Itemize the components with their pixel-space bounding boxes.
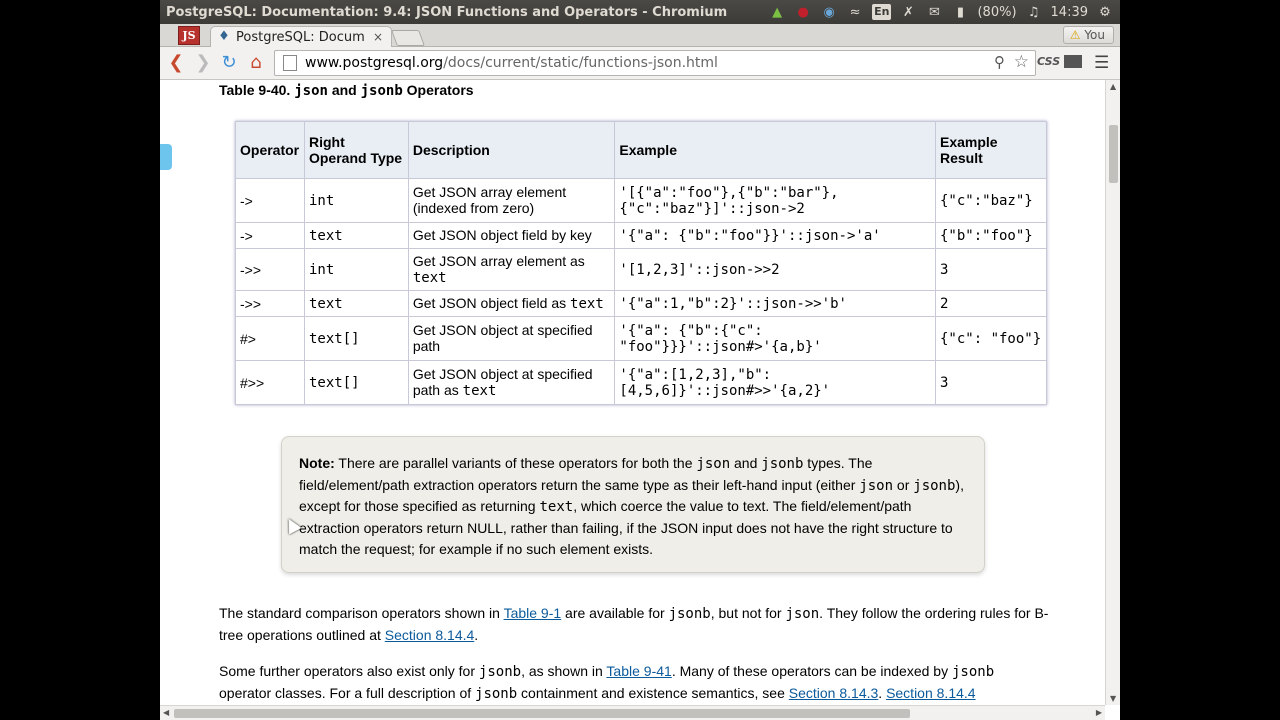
page-content [160, 80, 1105, 705]
table-caption: Table 9-40. json and jsonb Operators [219, 82, 474, 99]
link-table-9-41[interactable]: Table 9-41 [606, 663, 672, 679]
address-bar[interactable] [274, 50, 1036, 76]
type-cell: int [304, 249, 408, 291]
description-cell: Get JSON object field by key [408, 223, 615, 249]
back-icon[interactable]: ❮ [168, 52, 184, 73]
tab-postgresql-docs[interactable] [210, 26, 392, 47]
header-cell: Right Operand Type [304, 122, 408, 179]
home-icon[interactable]: ⌂ [250, 52, 262, 73]
header-cell: Example [615, 122, 936, 179]
result-cell: {"c": "foo"} [936, 317, 1047, 361]
header-cell: Description [408, 122, 615, 179]
scroll-down-icon[interactable]: ▼ [1110, 694, 1117, 703]
menu-icon[interactable]: ☰ [1094, 53, 1110, 73]
zoom-icon[interactable]: ⚲ [994, 53, 1005, 71]
clock[interactable]: 14:39 [1050, 4, 1088, 20]
description-cell: Get JSON array element as text [408, 249, 615, 291]
horizontal-scrollbar[interactable] [160, 705, 1105, 720]
description-cell: Get JSON array element (indexed from zero) [408, 179, 615, 223]
table-row [236, 179, 1047, 223]
battery-icon[interactable]: ▮ [956, 4, 965, 20]
bookmark-star-icon[interactable]: ☆ [1013, 52, 1029, 72]
operator-cell: #> [236, 317, 305, 361]
jsonb-operators-paragraph: Some further operators also exist only for jsonb, as shown in Table 9-41. Many of these operators can be indexed by jsonb operator classes. For a full description of jsonb containment and existence semantics, see Section 8.14.3. Section 8.14.4 [219, 663, 995, 702]
note-label: Note: [299, 455, 335, 471]
mail-extension-icon[interactable] [1064, 55, 1082, 68]
operator-cell: #>> [236, 361, 305, 405]
operator-cell: ->> [236, 291, 305, 317]
horizontal-scroll-thumb[interactable] [174, 709, 910, 718]
comparison-paragraph: The standard comparison operators shown in Table 9-1 are available for jsonb, but not for json. They follow the ordering rules for B-tree operations outlined at Section 8.14.4. [219, 605, 1049, 643]
record-icon[interactable]: ● [797, 4, 809, 20]
operators-table [235, 121, 1047, 405]
link-section-8-14-4[interactable]: Section 8.14.4 [384, 626, 475, 643]
scroll-up-icon[interactable]: ▲ [1110, 82, 1117, 91]
operator-cell: -> [236, 179, 305, 223]
table-row [236, 249, 1047, 291]
header-cell: Example Result [936, 122, 1047, 179]
scroll-right-icon[interactable]: ▶ [1095, 708, 1102, 717]
browser-toolbar [160, 47, 1120, 80]
header-cell: Operator [236, 122, 305, 179]
link-table-9-1[interactable]: Table 9-1 [503, 605, 562, 621]
example-cell: '{"a": {"b":"foo"}}'::json->'a' [615, 223, 936, 249]
type-cell: text[] [304, 361, 408, 405]
warning-icon: ⚠ [1069, 28, 1081, 42]
mail-icon[interactable]: ✉ [929, 4, 940, 20]
battery-percent: (80%) [977, 4, 1017, 20]
reload-icon[interactable]: ↻ [221, 52, 237, 73]
note-box: Note: There are parallel variants of these operators for both the json and jsonb types. The field/element/path extraction operators return the same type as their left-hand input (either json or jsonb), except for those specified as returning text, which coerce the value to text. The field/element/path extraction operators return NULL, rather than failing, if the JSON input does not have the right structure to match the request; for example if no such element exists. [281, 436, 985, 573]
table-row [236, 223, 1047, 249]
result-cell: 3 [936, 249, 1047, 291]
profile-label: You [1084, 28, 1105, 42]
table-row [236, 291, 1047, 317]
type-cell: text[] [304, 317, 408, 361]
example-cell: '[1,2,3]'::json->>2 [615, 249, 936, 291]
table-header-row [236, 122, 1047, 179]
description-cell: Get JSON object at specified path as text [408, 361, 615, 405]
example-cell: '{"a": {"b":{"c": "foo"}}}'::json#>'{a,b}' [615, 317, 936, 361]
window-title: PostgreSQL: Documentation: 9.4: JSON Functions and Operators - Chromium [166, 4, 728, 20]
scroll-left-icon[interactable]: ◀ [163, 708, 170, 717]
operator-cell: ->> [236, 249, 305, 291]
example-cell: '{"a":1,"b":2}'::json->>'b' [615, 291, 936, 317]
type-cell: text [304, 223, 408, 249]
bluetooth-icon[interactable]: ✗ [903, 4, 914, 20]
type-cell: int [304, 179, 408, 223]
volume-icon[interactable]: ♫ [1027, 4, 1040, 20]
keyboard-layout[interactable]: En [874, 5, 890, 18]
profile-badge[interactable] [1063, 26, 1114, 44]
wifi-icon[interactable]: ≈ [849, 4, 861, 20]
close-tab-icon[interactable]: × [372, 30, 384, 44]
operator-cell: -> [236, 223, 305, 249]
url-path: /docs/current/static/functions-json.html [443, 55, 718, 71]
tab-strip [160, 24, 1120, 47]
example-cell: '{"a":[1,2,3],"b":[4,5,6]}'::json#>>'{a,2}' [615, 361, 936, 405]
system-tray [768, 0, 1120, 24]
css-extension-button[interactable]: CSS [1037, 55, 1061, 68]
gear-icon[interactable]: ⚙ [1099, 4, 1111, 20]
description-cell: Get JSON object field as text [408, 291, 615, 317]
link-section-8-14-3[interactable]: Section 8.14.3 [788, 684, 879, 701]
page-icon [283, 55, 297, 71]
new-tab-button[interactable] [391, 30, 425, 46]
chat-icon[interactable]: ◉ [823, 4, 835, 20]
vertical-scroll-thumb[interactable] [1109, 125, 1118, 183]
example-cell: '[{"a":"foo"},{"b":"bar"},{"c":"baz"}]'::json->2 [615, 179, 936, 223]
table-row [236, 361, 1047, 405]
browser-window [160, 0, 1120, 720]
side-widget-icon[interactable] [160, 144, 172, 170]
forward-icon[interactable]: ❯ [195, 52, 211, 73]
description-cell: Get JSON object at specified path [408, 317, 615, 361]
link-section-8-14-4-b[interactable]: Section 8.14.4 [886, 684, 976, 701]
vertical-scrollbar[interactable] [1105, 80, 1120, 705]
table-row [236, 317, 1047, 361]
result-cell: 3 [936, 361, 1047, 405]
update-icon[interactable]: ▲ [772, 4, 783, 20]
tab-label: PostgreSQL: Docum [236, 29, 365, 45]
type-cell: text [304, 291, 408, 317]
title-bar [160, 0, 1120, 24]
js-extension-button[interactable]: JS [178, 26, 200, 45]
url-host: www.postgresql.org [305, 55, 444, 71]
result-cell: {"b":"foo"} [936, 223, 1047, 249]
postgresql-favicon-icon: ♦ [218, 29, 230, 44]
result-cell: 2 [936, 291, 1047, 317]
result-cell: {"c":"baz"} [936, 179, 1047, 223]
